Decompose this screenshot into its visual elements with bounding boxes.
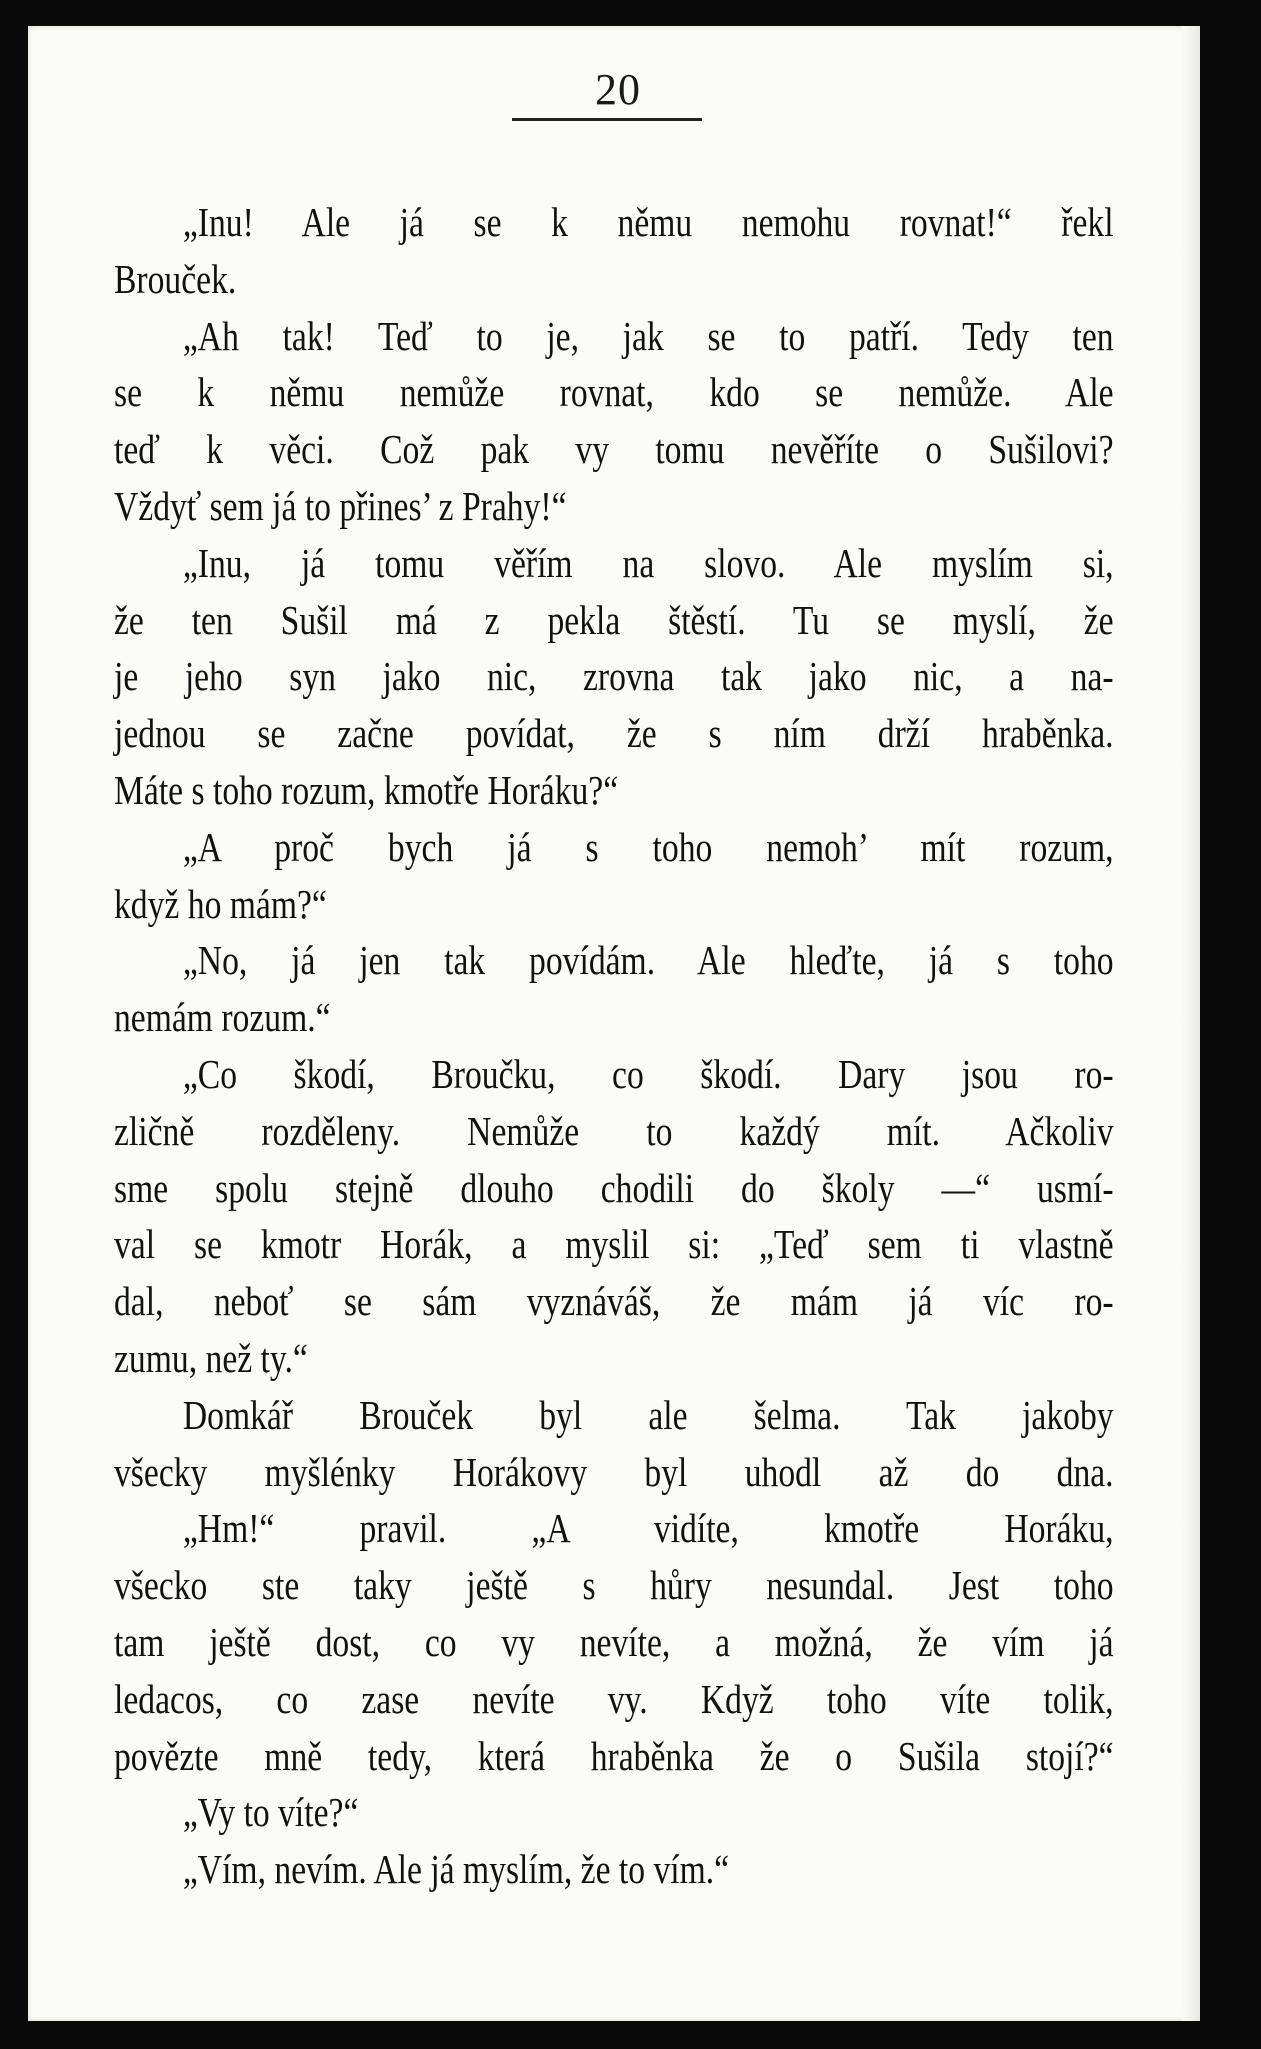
text-line: „Ah tak! Teď to je, jak se to patří. Tedy ten bbox=[182, 312, 1114, 359]
book-page bbox=[28, 26, 1200, 2021]
text-line: Vždyť sem já to přines’ z Prahy!“ bbox=[114, 482, 567, 529]
text-line: „No, já jen tak povídám. Ale hleďte, já s toho bbox=[182, 937, 1114, 984]
page-edge bbox=[1182, 26, 1200, 2021]
text-line: „Vy to víte?“ bbox=[182, 1789, 359, 1836]
text-line: zumu, než ty.“ bbox=[114, 1334, 308, 1381]
text-line: ledacos, co zase nevíte vy. Když toho víte tolik, bbox=[114, 1675, 1114, 1722]
text-line: Brouček. bbox=[114, 255, 237, 302]
text-line: Domkář Brouček byl ale šelma. Tak jakoby bbox=[182, 1391, 1114, 1438]
page-number: 20 bbox=[595, 65, 641, 114]
text-line: když ho mám?“ bbox=[114, 880, 327, 927]
body-text bbox=[114, 194, 1114, 1898]
page-number-rule bbox=[512, 118, 702, 121]
text-line: „Vím, nevím. Ale já myslím, že to vím.“ bbox=[182, 1846, 730, 1893]
text-line: povězte mně tedy, která hraběnka že o Sušila stojí?“ bbox=[114, 1732, 1114, 1779]
text-line: že ten Sušil má z pekla štěstí. Tu se myslí, že bbox=[114, 596, 1114, 643]
text-line: se k němu nemůže rovnat, kdo se nemůže. Ale bbox=[114, 369, 1114, 416]
text-line: teď k věci. Což pak vy tomu nevěříte o Sušilovi? bbox=[114, 426, 1114, 473]
text-line: „Co škodí, Broučku, co škodí. Dary jsou ro- bbox=[182, 1050, 1114, 1097]
text-line: nemám rozum.“ bbox=[114, 994, 331, 1041]
text-line: tam ještě dost, co vy nevíte, a možná, že vím já bbox=[114, 1618, 1114, 1665]
text-line: dal, neboť se sám vyznáváš, že mám já víc ro- bbox=[114, 1278, 1114, 1325]
text-line: „A proč bych já s toho nemoh’ mít rozum, bbox=[182, 823, 1114, 870]
text-line: „Inu! Ale já se k němu nemohu rovnat!“ řekl bbox=[182, 199, 1114, 245]
text-line: je jeho syn jako nic, zrovna tak jako nic, a na- bbox=[114, 653, 1114, 700]
text-line: všecko ste taky ještě s hůry nesundal. Jest toho bbox=[114, 1562, 1114, 1609]
text-line: jednou se začne povídat, že s ním drží hraběnka. bbox=[114, 710, 1114, 757]
text-line: sme spolu stejně dlouho chodili do školy —“ usmí- bbox=[114, 1164, 1114, 1211]
text-line: Máte s toho rozum, kmotře Horáku?“ bbox=[114, 766, 619, 813]
text-line: „Inu, já tomu věřím na slovo. Ale myslím si, bbox=[182, 539, 1114, 586]
text-line: „Hm!“ pravil. „A vidíte, kmotře Horáku, bbox=[182, 1505, 1114, 1552]
text-line: všecky myšlénky Horákovy byl uhodl až do dna. bbox=[114, 1448, 1114, 1495]
text-line: val se kmotr Horák, a myslil si: „Teď sem ti vlastně bbox=[114, 1221, 1114, 1268]
text-line: zličně rozděleny. Nemůže to každý mít. Ačkoliv bbox=[114, 1107, 1114, 1154]
